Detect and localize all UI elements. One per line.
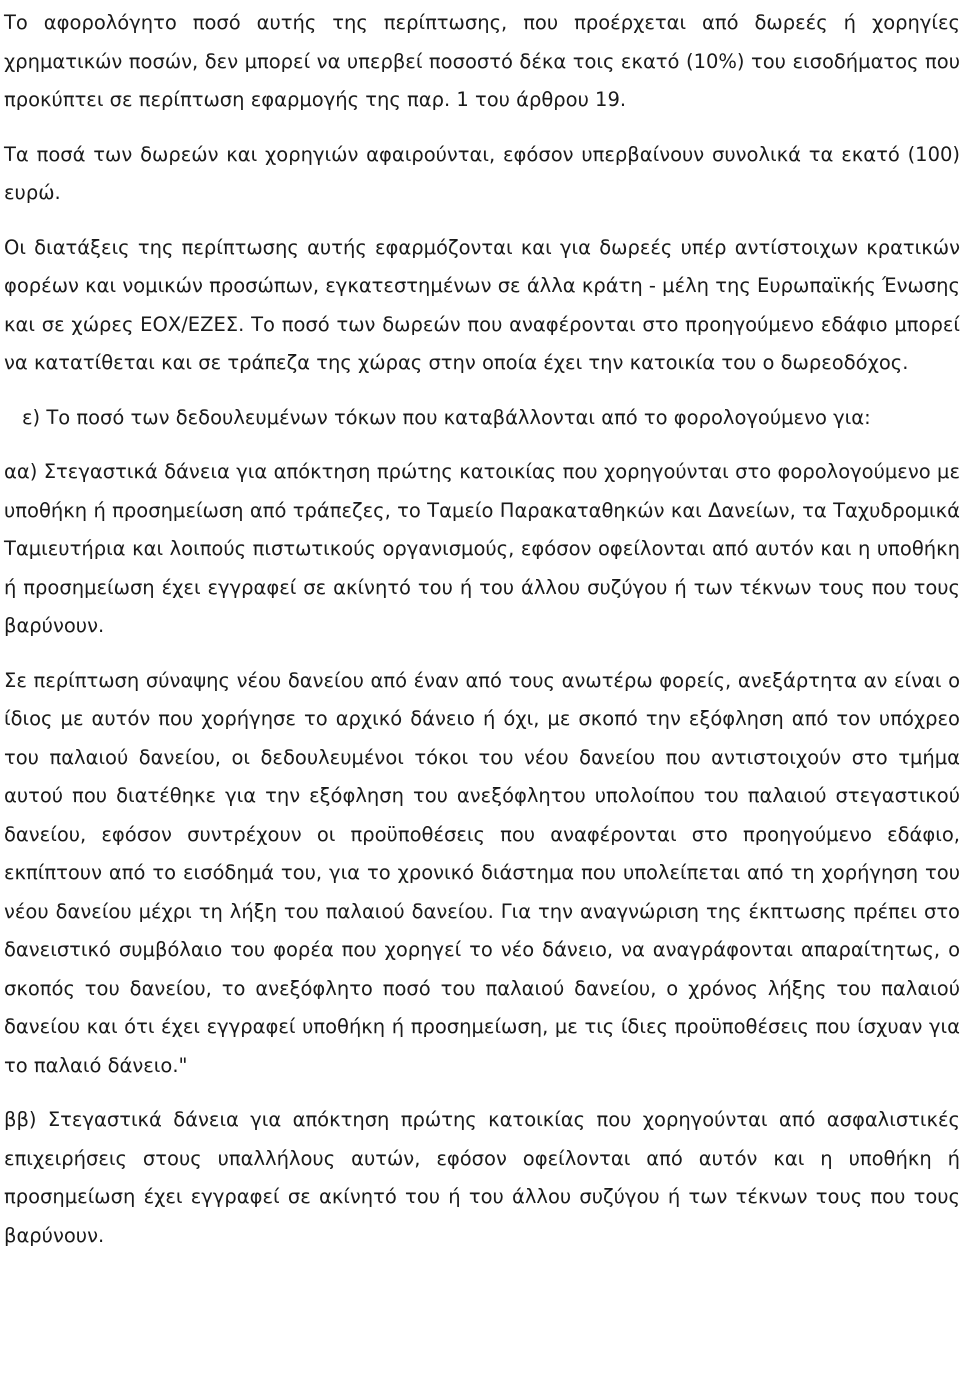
paragraph-donation-limit: Το αφορολόγητο ποσό αυτής της περίπτωσης, που προέρχεται από δωρεές ή χορηγίες χρηματικών ποσών, δεν μπορεί να υπερβεί ποσοστό δέκα τοις εκατό (10%) του εισοδήματος που προκύπτει σε περίπτωση εφαρμογής της παρ. 1 του άρθρου 19.	[4, 11, 960, 111]
paragraph-new-loan-refinancing: Σε περίπτωση σύναψης νέου δανείου από έναν από τους ανωτέρω φορείς, ανεξάρτητα αν είναι ο ίδιος με αυτόν που χορήγησε το αρχικό δάνειο ή όχι, με σκοπό την εξόφληση από τον υπόχρεο του παλαιού δανείου, οι δεδουλευμένοι τόκοι του νέου δανείου που αντιστοιχούν στο τμήμα αυτού που διατέθηκε για την εξόφληση του ανεξόφλητου υπολοίπου του παλαιού στεγαστικού δανείου, εφόσον συντρέχουν οι προϋποθέσεις που αναφέρονται στο προηγούμενο εδάφιο, εκπίπτουν από το εισόδημά του, για το χρονικό διάστημα που υπολείπεται από τη χορήγηση του νέου δανείου μέχρι τη λήξη του παλαιού δανείου. Για την αναγνώριση της έκπτωσης πρέπει στο δανειστικό συμβόλαιο του φορέα που χορηγεί το νέο δάνειο, να αναγράφονται απαραίτητως, ο σκοπός του δανείου, το ανεξόφλητο ποσό του παλαιού δανείου, ο χρόνος λήξης του παλαιού δανείου και ότι έχει εγγραφεί υποθήκη ή προσημείωση, με τις ίδιες προϋποθέσεις που ίσχυαν για το παλαιό δάνειο."	[4, 668, 960, 1077]
paragraph-donation-threshold: Τα ποσά των δωρεών και χορηγιών αφαιρούνται, εφόσον υπερβαίνουν συνολικά τα εκατό (100) ευρώ.	[4, 142, 960, 204]
paragraph-item-bb-insurance-loans: ββ) Στεγαστικά δάνεια για απόκτηση πρώτης κατοικίας που χορηγούνται από ασφαλιστικές επιχειρήσεις στους υπαλλήλους αυτών, εφόσον οφείλονται από αυτόν και η υποθήκη ή προσημείωση έχει εγγραφεί σε ακίνητό του ή του άλλου συζύγου ή των τέκνων τους που τους βαρύνουν.	[4, 1108, 960, 1247]
paragraph-item-aa-housing-loans: αα) Στεγαστικά δάνεια για απόκτηση πρώτης κατοικίας που χορηγούνται στο φορολογούμενο με υποθήκη ή προσημείωση από τράπεζες, το Ταμείο Παρακαταθηκών και Δανείων, τα Ταχυδρομικά Ταμιευτήρια και λοιπούς πιστωτικούς οργανισμούς, εφόσον οφείλονται από αυτόν και η υποθήκη ή προσημείωση έχει εγγραφεί σε ακίνητό του ή του άλλου συζύγου ή των τέκνων τους που τους βαρύνουν.	[4, 460, 960, 637]
document-page	[4, 4, 960, 1271]
paragraph-eu-donations: Οι διατάξεις της περίπτωσης αυτής εφαρμόζονται και για δωρεές υπέρ αντίστοιχων κρατικών φορέων και νομικών προσώπων, εγκατεστημένων σε άλλα κράτη - μέλη της Ευρωπαϊκής Ένωσης και σε χώρες ΕΟΧ/ΕΖΕΣ. Το ποσό των δωρεών που αναφέρονται στο προηγούμενο εδάφιο μπορεί να κατατίθεται και σε τράπεζα της χώρας στην οποία έχει την κατοικία του ο δωρεοδόχος.	[4, 235, 960, 374]
paragraph-item-e-interest: ε) Το ποσό των δεδουλευμένων τόκων που καταβάλλονται από το φορολογούμενο για:	[22, 405, 871, 429]
